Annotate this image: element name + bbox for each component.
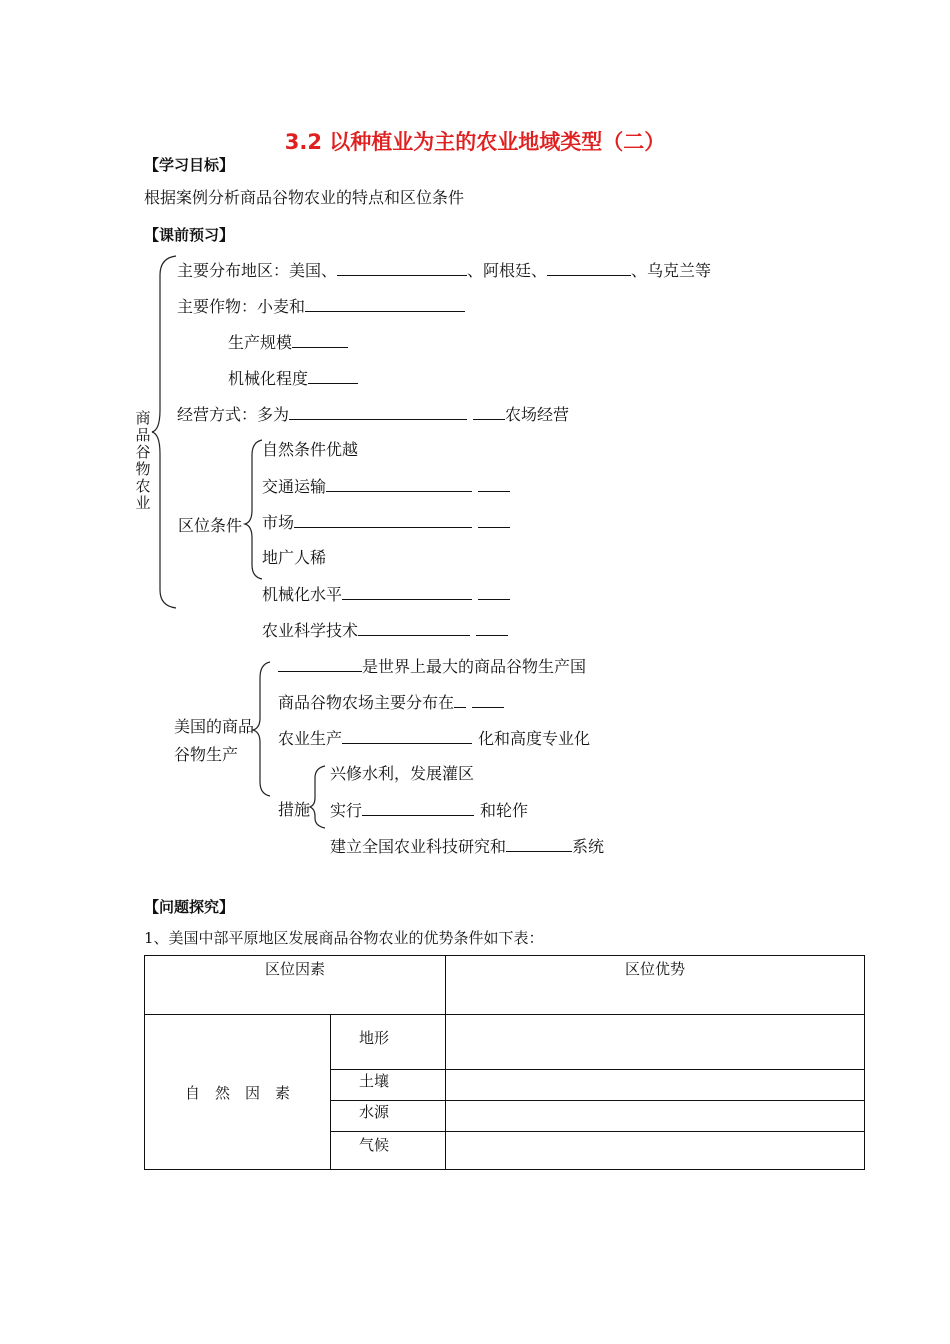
row-climate-answer[interactable] — [446, 1132, 865, 1170]
scale-blank[interactable] — [292, 332, 348, 348]
measure-2-suffix: 和轮作 — [480, 801, 529, 820]
location-label: 区位条件 — [178, 516, 243, 535]
usa-label-2: 谷物生产 — [174, 745, 239, 764]
commercial-grain-label: 商品谷物农业 — [135, 409, 151, 512]
measure-3-blank[interactable] — [506, 836, 572, 852]
farms-line — [278, 692, 504, 713]
scale-label: 生产规模 — [228, 333, 293, 352]
crops-line — [177, 296, 465, 317]
sci-tech-blank-2[interactable] — [476, 620, 508, 636]
transport-blank-1[interactable] — [326, 476, 472, 492]
manage-blank-1[interactable] — [289, 404, 467, 420]
production-prefix: 农业生产 — [278, 729, 343, 748]
market-label: 市场 — [262, 513, 295, 532]
natural-factors-cell: 自 然 因 素 — [145, 1015, 331, 1170]
sci-tech-blank-1[interactable] — [358, 620, 470, 636]
row-terrain-answer[interactable] — [446, 1015, 865, 1070]
goal-heading: 【学习目标】 — [144, 156, 235, 174]
distribution-line — [177, 260, 711, 281]
measure-2-prefix: 实行 — [330, 801, 363, 820]
row-soil-answer[interactable] — [446, 1070, 865, 1101]
transport-label: 交通运输 — [262, 477, 327, 496]
sci-tech-line — [262, 620, 508, 641]
row-water-answer[interactable] — [446, 1101, 865, 1132]
mech-level-line — [262, 584, 510, 605]
measure-1: 兴修水利，发展灌区 — [330, 764, 475, 783]
crops-blank[interactable] — [305, 296, 465, 312]
measures-label: 措施 — [278, 800, 311, 819]
goal-text: 根据案例分析商品谷物农业的特点和区位条件 — [144, 188, 465, 207]
page-title: 3.2 以种植业为主的农业地域类型（二） — [284, 130, 666, 154]
usa-label-1: 美国的商品 — [174, 717, 255, 736]
distribution-blank-2[interactable] — [547, 260, 631, 276]
crops-label: 主要作物：小麦和 — [177, 297, 306, 316]
farms-blank-1[interactable] — [454, 692, 466, 708]
production-blank[interactable] — [342, 728, 472, 744]
largest-blank[interactable] — [278, 656, 362, 672]
farms-blank-2[interactable] — [472, 692, 504, 708]
header-advantage: 区位优势 — [446, 956, 865, 1015]
transport-blank-2[interactable] — [478, 476, 510, 492]
mech-degree-label: 机械化程度 — [228, 369, 309, 388]
transport-line — [262, 476, 510, 497]
measure-2-blank[interactable] — [362, 800, 474, 816]
distribution-blank-1[interactable] — [337, 260, 467, 276]
distribution-prefix: 主要分布地区：美国、 — [177, 261, 338, 280]
production-line — [278, 728, 590, 749]
largest-text: 是世界上最大的商品谷物生产国 — [362, 657, 587, 676]
market-blank-2[interactable] — [478, 512, 510, 528]
market-blank-1[interactable] — [294, 512, 472, 528]
distribution-suffix: 、乌克兰等 — [631, 261, 712, 280]
farms-label: 商品谷物农场主要分布在 — [278, 693, 455, 712]
mech-level-label: 机械化水平 — [262, 585, 343, 604]
market-line — [262, 512, 510, 533]
scale-line — [228, 332, 348, 353]
measure-3-prefix: 建立全国农业科技研究和 — [330, 837, 507, 856]
header-factor: 区位因素 — [145, 956, 446, 1015]
row-water-label: 水源 — [331, 1101, 446, 1132]
mech-degree-line — [228, 368, 358, 389]
mech-degree-blank[interactable] — [308, 368, 358, 384]
question-text: 1、美国中部平原地区发展商品谷物农业的优势条件如下表： — [144, 929, 544, 947]
manage-prefix: 经营方式：多为 — [177, 405, 290, 424]
measure-2 — [330, 800, 528, 821]
explore-heading: 【问题探究】 — [144, 898, 235, 916]
largest-line — [278, 656, 586, 677]
row-climate-label: 气候 — [331, 1132, 446, 1170]
manage-blank-2[interactable] — [473, 404, 505, 420]
sci-tech-label: 农业科学技术 — [262, 621, 359, 640]
manage-line — [177, 404, 569, 425]
mech-level-blank-1[interactable] — [342, 584, 472, 600]
row-soil-label: 土壤 — [331, 1070, 446, 1101]
preview-heading: 【课前预习】 — [144, 226, 235, 244]
measure-3-suffix: 系统 — [572, 837, 605, 856]
production-suffix: 化和高度专业化 — [478, 729, 591, 748]
measure-3 — [330, 836, 604, 857]
land-line: 地广人稀 — [262, 548, 327, 567]
distribution-mid: 、阿根廷、 — [467, 261, 548, 280]
row-terrain-label: 地形 — [331, 1015, 446, 1070]
manage-suffix: 农场经营 — [505, 405, 570, 424]
natural-line: 自然条件优越 — [262, 440, 359, 459]
advantage-table — [144, 955, 865, 1170]
mech-level-blank-2[interactable] — [478, 584, 510, 600]
